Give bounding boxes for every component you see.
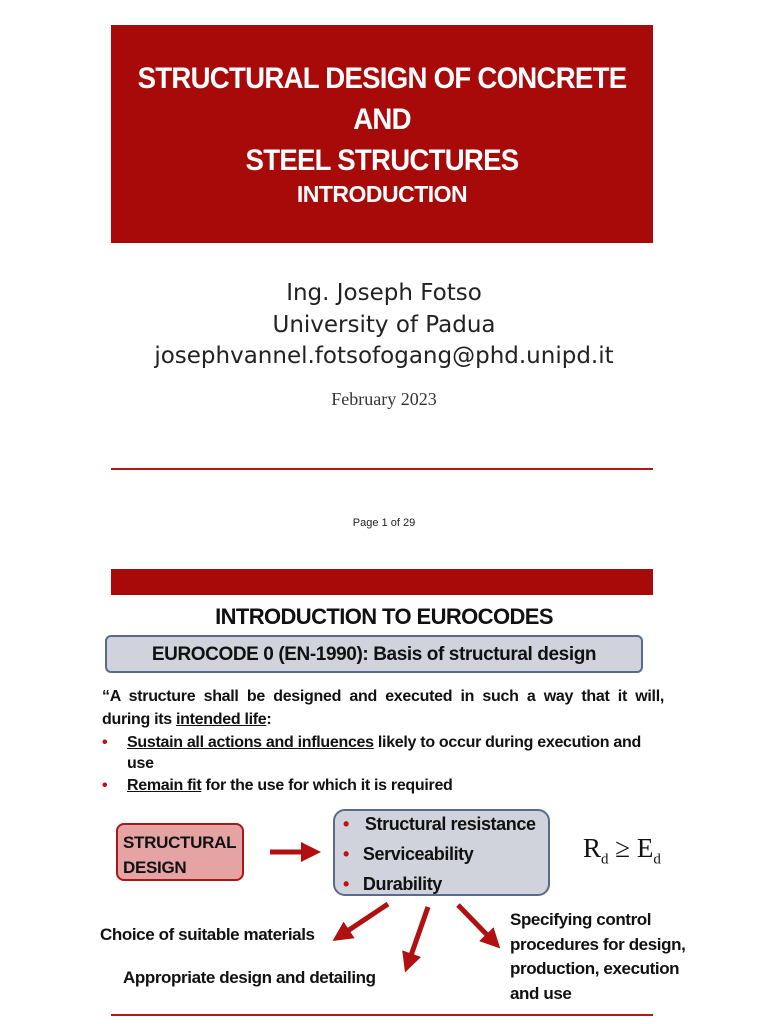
bullet-icon: • [343, 814, 349, 834]
outcome-detailing: Appropriate design and detailing [123, 968, 376, 987]
requirement-label: Structural resistance [364, 814, 536, 834]
page-number: Page 1 of 29 [352, 517, 416, 529]
formula-op: ≥ [615, 833, 631, 863]
author-affiliation: University of Padua [272, 312, 496, 338]
bullet-1-rest: likely to occur during execution and [373, 734, 641, 751]
outcome-control-line-2: procedures for design, [510, 934, 686, 954]
formula-e: E [636, 833, 654, 863]
bottom-divider [111, 1014, 653, 1016]
title-line-2: STEEL STRUCTURES [245, 144, 519, 177]
slide-heading: INTRODUCTION TO EUROCODES [215, 604, 553, 629]
outcome-control-line-3: production, execution [510, 959, 680, 978]
structural-design-line-1: STRUCTURAL [123, 833, 237, 852]
outcome-materials: Choice of suitable materials [100, 925, 315, 944]
bullet-icon: • [102, 777, 108, 794]
quote-colon: : [266, 711, 272, 728]
arrow-to-detailing [408, 907, 428, 964]
bullet-1-continuation: use [127, 755, 154, 772]
quote-text: during its [102, 711, 177, 728]
formula-r: R [583, 833, 602, 863]
title-line-1: STRUCTURAL DESIGN OF CONCRETE AND [137, 62, 627, 136]
arrow-to-control [458, 905, 494, 942]
structural-design-line-2: DESIGN [123, 858, 187, 877]
formula-e-sub: d [653, 851, 661, 868]
requirement-label: Serviceability [362, 844, 474, 864]
bullet-icon: • [343, 874, 349, 894]
author-name: Ing. Joseph Fotso [286, 280, 482, 306]
quote-line-1: “A structure shall be designed and executed in such a way that it will, [102, 688, 664, 705]
bullet-2-underlined: Remain fit [127, 777, 202, 794]
intended-life-text: intended life [176, 711, 267, 728]
formula-r-sub: d [601, 851, 609, 868]
outcome-control-line-1: Specifying control [510, 910, 652, 929]
bullet-icon: • [343, 844, 349, 864]
author-email: josephvannel.fotsofogang@phd.unipd.it [154, 343, 614, 369]
requirement-label: Durability [362, 874, 442, 894]
bullet-icon: • [102, 734, 108, 751]
arrow-to-materials [340, 904, 388, 936]
document-date: February 2023 [331, 389, 437, 409]
document-subtitle: INTRODUCTION [296, 181, 468, 207]
outcome-control [510, 908, 685, 1006]
eurocode-label: EUROCODE 0 (EN-1990): Basis of structural design [151, 644, 597, 665]
bullet-2-rest: for the use for which it is required [201, 777, 453, 794]
bullet-1-underlined: Sustain all actions and influences [127, 734, 374, 751]
outcome-control-line-4: and use [510, 983, 572, 1003]
